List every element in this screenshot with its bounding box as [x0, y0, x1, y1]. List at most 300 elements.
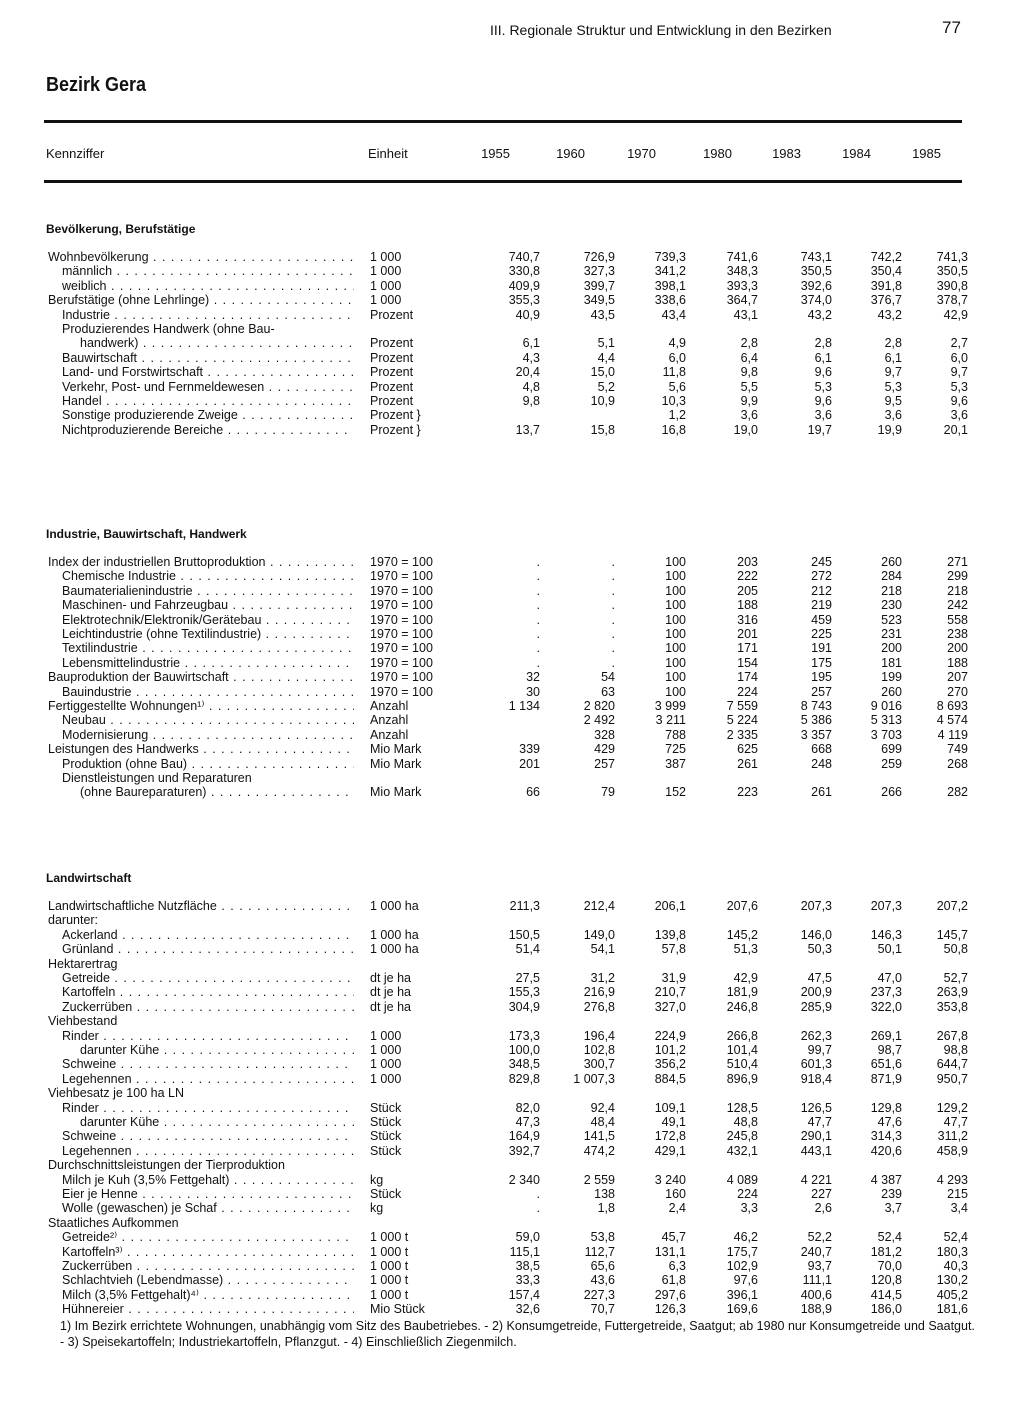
row-unit: 1 000 t	[370, 1244, 409, 1259]
row-value: 98,7	[877, 1043, 902, 1057]
row-value: 390,8	[936, 278, 968, 293]
row-value: 400,6	[800, 1287, 832, 1302]
row-label: Ackerland . . .	[62, 928, 354, 942]
row-unit: Mio Mark	[370, 756, 422, 771]
row-value: 8 743	[800, 699, 832, 713]
row-value: 126,3	[654, 1302, 686, 1317]
row-value: 299	[947, 569, 968, 584]
row-label: Viehbestand	[48, 1014, 118, 1029]
table-row	[0, 250, 1024, 264]
row-value: 164,9	[508, 1129, 540, 1144]
row-value: 405,2	[936, 1287, 968, 1302]
row-value: 3,4	[950, 1201, 968, 1216]
row-value: 245,8	[726, 1129, 758, 1144]
row-value: 101,2	[654, 1043, 686, 1057]
row-value: 4 089	[726, 1172, 758, 1187]
row-value: 510,4	[726, 1057, 758, 1072]
row-value: 3 211	[655, 713, 686, 728]
row-label: Leichtindustrie (ohne Textilindustrie) . . .	[62, 627, 354, 641]
row-unit: 1970 = 100	[370, 598, 433, 613]
row-unit: 1 000	[370, 250, 402, 264]
row-value: 201	[737, 627, 758, 641]
row-value: 99,7	[807, 1043, 832, 1057]
row-label: Neubau . . .	[62, 713, 354, 727]
row-value: 918,4	[800, 1071, 832, 1086]
row-value: 311,2	[937, 1129, 968, 1144]
row-value: 259	[881, 756, 902, 771]
row-value: 9,6	[814, 394, 832, 408]
row-value: 314,3	[870, 1129, 902, 1144]
row-label: Dienstleistungen und Reparaturen	[62, 771, 252, 785]
row-value: 111,1	[802, 1273, 832, 1288]
row-value: 2 340	[508, 1172, 540, 1187]
row-value: 268	[947, 756, 968, 771]
row-value: 668	[811, 742, 832, 757]
row-value: 3,6	[884, 408, 902, 423]
row-value: 223	[737, 785, 758, 800]
row-label: Staatliches Aufkommen	[48, 1215, 179, 1230]
row-value: 211,3	[509, 899, 540, 913]
row-value: 260	[881, 684, 902, 699]
row-unit: Prozent	[370, 307, 414, 322]
row-value: 414,5	[870, 1287, 902, 1302]
row-value: 1 007,3	[573, 1071, 615, 1086]
row-unit: 1 000 ha	[370, 927, 419, 942]
row-value: 9,6	[814, 365, 832, 380]
row-value: 9,9	[740, 394, 758, 408]
table-row	[0, 1072, 1024, 1086]
row-value: 20,1	[943, 422, 968, 437]
row-value: 3 703	[870, 727, 902, 742]
row-value: 63	[601, 684, 615, 699]
row-unit: Anzahl	[370, 713, 409, 728]
row-value: 725	[665, 742, 686, 757]
row-value: 201	[519, 756, 540, 771]
row-value: 5,2	[597, 379, 615, 394]
row-value: 316	[737, 612, 758, 627]
row-value: .	[536, 598, 540, 613]
row-value: 52,4	[877, 1230, 902, 1245]
row-value: 6,4	[740, 350, 758, 365]
row-unit: 1 000 t	[370, 1259, 409, 1273]
table-row	[0, 1230, 1024, 1244]
row-label: Schweine . . .	[62, 1129, 354, 1143]
row-value: 92,4	[590, 1100, 615, 1115]
row-unit: 1970 = 100	[370, 670, 433, 685]
table-row	[0, 1115, 1024, 1129]
row-value: 141,5	[583, 1129, 615, 1144]
row-value: 199	[881, 670, 902, 685]
table-row	[0, 1029, 1024, 1043]
table-row	[0, 1216, 1024, 1230]
row-label: Land- und Forstwirtschaft . . .	[62, 365, 354, 379]
row-unit: 1 000	[370, 264, 402, 279]
row-label: Maschinen- und Fahrzeugbau . . .	[62, 598, 354, 612]
row-value: 129,2	[936, 1100, 968, 1115]
row-value: 139,8	[654, 927, 686, 942]
row-label: Eier je Henne . . .	[62, 1187, 354, 1201]
row-value: 474,2	[583, 1143, 615, 1158]
row-value: 282	[947, 785, 968, 800]
header-year: 1980	[703, 146, 732, 161]
row-value: 261	[737, 756, 758, 771]
row-unit: 1970 = 100	[370, 569, 433, 584]
table-row	[0, 1129, 1024, 1143]
row-value: 49,1	[661, 1115, 686, 1129]
row-label: Legehennen . . .	[62, 1144, 354, 1158]
row-value: 205	[737, 583, 758, 598]
row-value: 13,7	[515, 422, 540, 437]
row-value: 203	[737, 555, 758, 569]
row-value: 2,8	[884, 336, 902, 351]
row-value: 126,5	[800, 1100, 832, 1115]
row-value: 219	[811, 598, 832, 613]
row-value: 392,6	[800, 278, 832, 293]
row-value: 3,6	[740, 408, 758, 423]
row-value: 79	[601, 785, 615, 800]
row-value: 181,2	[870, 1244, 902, 1259]
row-value: 1 134	[508, 699, 540, 713]
table-row	[0, 699, 1024, 713]
row-value: 9,6	[950, 394, 968, 408]
row-value: 4,9	[668, 336, 686, 351]
row-value: 5 386	[800, 713, 832, 728]
row-value: 290,1	[800, 1129, 832, 1144]
row-value: 210,7	[654, 985, 686, 1000]
row-value: 3,3	[740, 1201, 758, 1216]
table-row	[0, 656, 1024, 670]
row-value: 829,8	[508, 1071, 540, 1086]
table-row	[0, 569, 1024, 583]
row-label: Durchschnittsleistungen der Tierproduktion	[48, 1158, 285, 1173]
row-unit: Stück	[370, 1143, 402, 1158]
row-value: 100	[665, 569, 686, 584]
row-value: 129,8	[870, 1100, 902, 1115]
row-value: 5 224	[726, 713, 758, 728]
row-value: 741,3	[936, 250, 968, 264]
row-value: 43,2	[807, 307, 832, 322]
table-row	[0, 641, 1024, 655]
row-unit: Mio Stück	[370, 1302, 425, 1317]
section-title: Landwirtschaft	[46, 871, 132, 885]
table-row	[0, 1057, 1024, 1071]
row-label: Milch (3,5% Fettgehalt)⁴⁾ . . .	[62, 1288, 354, 1302]
row-value: 43,1	[733, 307, 758, 322]
row-value: 16,8	[661, 422, 686, 437]
row-value: 257	[594, 756, 615, 771]
row-value: 240,7	[800, 1244, 832, 1259]
row-label: Baumaterialienindustrie . . .	[62, 584, 354, 598]
row-value: 188	[947, 655, 968, 670]
table-row	[0, 771, 1024, 785]
row-unit: Mio Mark	[370, 742, 422, 757]
table-row	[0, 913, 1024, 927]
row-value: 207,2	[936, 899, 968, 913]
row-unit: 1 000	[370, 278, 402, 293]
row-value: 651,6	[870, 1057, 902, 1072]
row-label: Wolle (gewaschen) je Schaf . . .	[62, 1201, 354, 1215]
section-title: Industrie, Bauwirtschaft, Handwerk	[46, 527, 247, 541]
table-row	[0, 1259, 1024, 1273]
row-label: Zuckerrüben . . .	[62, 1259, 354, 1273]
row-unit: Prozent	[370, 365, 414, 380]
table-row	[0, 279, 1024, 293]
row-unit: 1 000	[370, 1071, 402, 1086]
table-row	[0, 394, 1024, 408]
row-unit: Prozent }	[370, 422, 421, 437]
row-value: 1,2	[668, 408, 686, 423]
row-value: 350,4	[870, 264, 902, 279]
row-value: 138	[594, 1187, 615, 1201]
table-row	[0, 380, 1024, 394]
header-year: 1955	[481, 146, 510, 161]
row-value: 5,5	[740, 379, 758, 394]
row-label: Leistungen des Handwerks . . .	[48, 742, 354, 756]
row-value: 742,2	[870, 250, 902, 264]
row-value: 171	[737, 641, 758, 656]
row-value: 207,3	[870, 899, 902, 913]
page-title: Bezirk Gera	[46, 74, 147, 96]
table-row	[0, 322, 1024, 336]
row-value: 2 335	[726, 727, 758, 742]
row-value: 328	[594, 727, 615, 742]
row-value: 30	[526, 684, 540, 699]
table-row	[0, 1000, 1024, 1014]
row-value: 4 221	[800, 1172, 832, 1187]
row-label: Getreide . . .	[62, 971, 354, 985]
row-value: 51,4	[515, 942, 540, 957]
row-value: 523	[881, 612, 902, 627]
row-unit: Prozent	[370, 336, 414, 351]
row-value: 300,7	[583, 1057, 615, 1072]
row-value: 65,6	[590, 1259, 615, 1273]
header-year: 1983	[772, 146, 801, 161]
table-row	[0, 1273, 1024, 1287]
row-unit: 1 000 t	[370, 1287, 409, 1302]
row-value: 741,6	[726, 250, 758, 264]
row-value: 145,2	[726, 927, 758, 942]
row-value: 788	[665, 727, 686, 742]
row-unit: kg	[370, 1172, 384, 1187]
row-value: 2,8	[740, 336, 758, 351]
row-value: 9 016	[870, 699, 902, 713]
row-value: 100	[665, 598, 686, 613]
row-value: 378,7	[936, 293, 968, 308]
table-row	[0, 928, 1024, 942]
row-value: 743,1	[800, 250, 832, 264]
row-value: 109,1	[654, 1100, 686, 1115]
table-row	[0, 584, 1024, 598]
running-head: III. Regionale Struktur und Entwicklung in den Bezirken	[490, 22, 832, 38]
row-value: 2,8	[814, 336, 832, 351]
row-value: 261	[811, 785, 832, 800]
row-label: Bauwirtschaft . . .	[62, 351, 354, 365]
row-unit: dt je ha	[370, 985, 412, 1000]
row-value: 267,8	[936, 1028, 968, 1043]
row-value: 155,3	[508, 985, 540, 1000]
row-label: Elektrotechnik/Elektronik/Gerätebau . . .	[62, 613, 354, 627]
footnotes: 1) Im Bezirk errichtete Wohnungen, unabhängig vom Sitz des Baubetriebes. - 2) Konsumgetreide, Futtergetreide, Saatgut; ab 1980 nur Konsumgetreide und Saatgut. - 3) Speisekartoffeln; Industriekartoffeln, Pflanzgut. - 4) Einschließlich Ziegenmilch.	[60, 1319, 975, 1349]
row-label: männlich . . .	[62, 264, 354, 278]
row-value: 3,6	[950, 408, 968, 423]
row-label: Grünland . . .	[62, 942, 354, 956]
table-row	[0, 423, 1024, 437]
row-value: 245	[811, 555, 832, 569]
row-value: 341,2	[654, 264, 686, 279]
row-value: 47,7	[943, 1115, 968, 1129]
table-row	[0, 713, 1024, 727]
row-label: Milch je Kuh (3,5% Fettgehalt) . . .	[62, 1173, 354, 1187]
row-value: 212	[811, 583, 832, 598]
row-value: 5,6	[668, 379, 686, 394]
row-value: 188,9	[800, 1302, 832, 1317]
row-label: Bauindustrie . . .	[62, 685, 354, 699]
row-label: Textilindustrie . . .	[62, 641, 354, 655]
row-value: 19,0	[733, 422, 758, 437]
row-value: 2,4	[668, 1201, 686, 1216]
row-value: 47,6	[877, 1115, 902, 1129]
row-value: 443,1	[800, 1143, 832, 1158]
table-row	[0, 785, 1024, 799]
row-value: 327,0	[654, 999, 686, 1014]
row-value: 3,7	[884, 1201, 902, 1216]
row-value: 601,3	[800, 1057, 832, 1072]
row-label: Bauproduktion der Bauwirtschaft . . .	[48, 670, 354, 684]
row-value: 191	[811, 641, 832, 656]
row-value: 100	[665, 583, 686, 598]
row-value: 9,7	[884, 365, 902, 380]
row-value: .	[536, 1187, 540, 1201]
row-value: 98,8	[943, 1043, 968, 1057]
row-value: 266,8	[726, 1028, 758, 1043]
row-value: 146,0	[800, 927, 832, 942]
row-value: .	[536, 627, 540, 641]
row-value: 100	[665, 641, 686, 656]
row-value: 9,8	[740, 365, 758, 380]
row-label: handwerk) . . .	[80, 336, 354, 350]
row-value: 4 119	[937, 727, 968, 742]
row-value: 181	[881, 655, 902, 670]
row-label: Getreide²⁾ . . .	[62, 1230, 354, 1244]
row-value: 100	[665, 655, 686, 670]
row-label: Wohnbevölkerung . . .	[48, 250, 354, 264]
row-label: Produzierendes Handwerk (ohne Bau-	[62, 322, 275, 336]
table-row	[0, 742, 1024, 756]
row-value: 3 999	[654, 699, 686, 713]
row-value: 246,8	[726, 999, 758, 1014]
row-value: 5,3	[950, 379, 968, 394]
table-row	[0, 1144, 1024, 1158]
row-value: 186,0	[870, 1302, 902, 1317]
row-value: 70,0	[877, 1259, 902, 1273]
row-value: 82,0	[515, 1100, 540, 1115]
row-label: Schweine . . .	[62, 1057, 354, 1071]
row-value: 2 820	[583, 699, 615, 713]
table-row	[0, 728, 1024, 742]
row-value: 396,1	[726, 1287, 758, 1302]
table-row	[0, 351, 1024, 365]
row-value: 150,5	[508, 927, 540, 942]
row-value: 27,5	[515, 971, 540, 985]
row-value: 8 693	[936, 699, 968, 713]
row-value: 40,9	[515, 307, 540, 322]
row-value: 102,9	[726, 1259, 758, 1273]
row-value: .	[611, 627, 615, 641]
row-unit: 1970 = 100	[370, 583, 433, 598]
row-value: 130,2	[936, 1273, 968, 1288]
row-unit: 1 000 ha	[370, 899, 419, 913]
row-label: Rinder . . .	[62, 1101, 354, 1115]
row-value: 399,7	[583, 278, 615, 293]
row-value: 50,8	[943, 942, 968, 957]
row-label: Schlachtvieh (Lebendmasse) . . .	[62, 1273, 354, 1287]
row-value: 5,3	[814, 379, 832, 394]
row-unit: 1 000	[370, 1057, 402, 1072]
row-value: 2 559	[583, 1172, 615, 1187]
row-value: 356,2	[654, 1057, 686, 1072]
row-label: Chemische Industrie . . .	[62, 569, 354, 583]
row-value: 207,3	[800, 899, 832, 913]
row-value: 5,1	[597, 336, 615, 351]
header-year: 1985	[912, 146, 941, 161]
row-value: 739,3	[654, 250, 686, 264]
row-value: 188	[737, 598, 758, 613]
row-value: 218	[947, 583, 968, 598]
row-value: 175	[811, 655, 832, 670]
table-row	[0, 1201, 1024, 1215]
row-value: .	[611, 555, 615, 569]
row-value: 42,9	[733, 971, 758, 985]
row-value: 149,0	[583, 927, 615, 942]
row-label: Legehennen . . .	[62, 1072, 354, 1086]
row-value: 1,8	[597, 1201, 615, 1216]
row-value: 393,3	[726, 278, 758, 293]
row-value: 66	[526, 785, 540, 800]
table-row	[0, 365, 1024, 379]
header-year: 1960	[556, 146, 585, 161]
row-value: 242	[947, 598, 968, 613]
row-value: 257	[811, 684, 832, 699]
row-value: 31,9	[661, 971, 686, 985]
row-value: 374,0	[800, 293, 832, 308]
row-value: 262,3	[800, 1028, 832, 1043]
row-value: 100	[665, 670, 686, 685]
row-unit: 1 000 t	[370, 1273, 409, 1288]
row-value: 200	[881, 641, 902, 656]
row-value: 322,0	[870, 999, 902, 1014]
row-value: 896,9	[726, 1071, 758, 1086]
row-value: .	[611, 583, 615, 598]
table-row	[0, 1173, 1024, 1187]
row-value: 6,0	[950, 350, 968, 365]
row-value: 6,3	[668, 1259, 686, 1273]
row-value: .	[611, 569, 615, 584]
row-value: 11,8	[662, 365, 686, 380]
row-value: 349,5	[583, 293, 615, 308]
row-value: 269,1	[870, 1028, 902, 1043]
row-value: 146,3	[870, 927, 902, 942]
row-value: 43,5	[590, 307, 615, 322]
row-unit: Prozent }	[370, 408, 421, 423]
row-value: 215	[947, 1187, 968, 1201]
row-value: 409,9	[508, 278, 540, 293]
row-label: Rinder . . .	[62, 1029, 354, 1043]
header-year: 1984	[842, 146, 871, 161]
row-value: 458,9	[936, 1143, 968, 1158]
row-value: 266	[881, 785, 902, 800]
row-value: 224	[737, 1187, 758, 1201]
row-value: 4,8	[522, 379, 540, 394]
